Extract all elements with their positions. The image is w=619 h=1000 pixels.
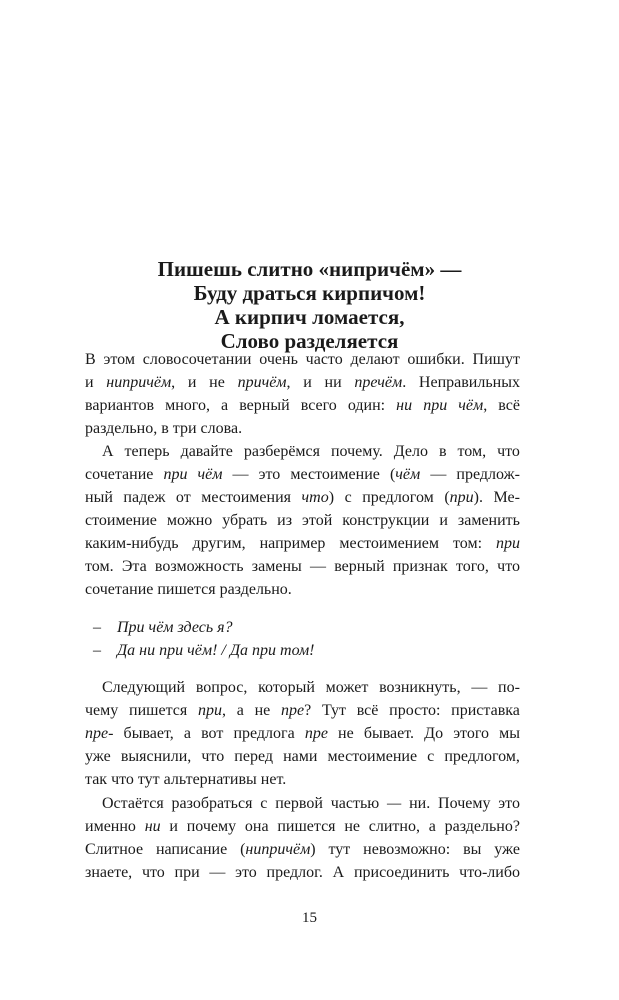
word: а [428, 818, 436, 835]
text-line [85, 861, 520, 884]
word: а [183, 725, 191, 742]
word: давайте [180, 443, 233, 460]
word: том. [85, 558, 114, 575]
word: — [471, 679, 488, 696]
word: раздельно. [219, 581, 292, 598]
word: До [424, 725, 444, 742]
word: Пишут [472, 351, 520, 368]
word: бывает. [363, 725, 415, 742]
word: невозможно: [363, 841, 451, 858]
word: при [174, 864, 200, 881]
word: и [85, 374, 94, 391]
word: пре? [281, 702, 312, 719]
text-line [85, 440, 520, 463]
word: — [209, 864, 226, 881]
word: что [141, 864, 165, 881]
word: и [439, 512, 448, 529]
word: написание [155, 841, 228, 858]
word: ный [85, 489, 113, 506]
word: уже [494, 841, 520, 858]
word: чём, [458, 397, 488, 414]
word: местоимением [339, 535, 440, 552]
paragraph [85, 792, 520, 884]
word: теперь [124, 443, 170, 460]
word: предлогом, [444, 748, 520, 765]
word: при [423, 397, 448, 414]
word: ни. [409, 795, 431, 812]
word: пишется [277, 818, 336, 835]
word: первой [275, 795, 323, 812]
word: при, [197, 702, 226, 719]
title-line: Пишешь слитно «нипричём» — [157, 257, 462, 281]
word: нами [283, 748, 318, 765]
word: ни [396, 397, 413, 414]
word: с [260, 795, 268, 812]
word: верный [334, 558, 385, 575]
text-line [85, 699, 520, 722]
word: уже [85, 748, 111, 765]
word: она [244, 818, 269, 835]
word: это [258, 466, 281, 483]
word: один: [347, 397, 386, 414]
word: (нипричём) [240, 841, 316, 858]
word: местоимение [327, 748, 418, 765]
word: часто [305, 351, 343, 368]
word: при [495, 535, 520, 552]
word: в [438, 443, 447, 460]
word: того, [455, 558, 489, 575]
word: что [497, 443, 520, 460]
word: том, [457, 443, 487, 460]
title-line: Слово разделяется [220, 329, 399, 353]
word: возникнуть, [379, 679, 461, 696]
word: почему [186, 818, 237, 835]
word: пре- [85, 725, 114, 742]
text-line [85, 463, 520, 486]
word: это [498, 795, 520, 812]
word: очень [259, 351, 298, 368]
word: Ме- [493, 489, 520, 506]
word: предлог. [266, 864, 323, 881]
word: этого [453, 725, 489, 742]
word: вот [201, 725, 224, 742]
word: с [427, 748, 435, 765]
word: Эта [121, 558, 147, 575]
word: убрать [222, 512, 268, 529]
word: замены [251, 558, 302, 575]
word: например [259, 535, 326, 552]
word: а [221, 397, 229, 414]
word: пишется [129, 702, 188, 719]
word: много, [165, 397, 210, 414]
word: — [387, 795, 402, 812]
word: (при). [444, 489, 483, 506]
text-line [85, 371, 520, 394]
word: раздельно, [85, 420, 158, 437]
paragraph [85, 676, 520, 791]
word: приставка [451, 702, 520, 719]
word: раздельно? [444, 818, 520, 835]
word: предлож- [456, 466, 520, 483]
text-line [85, 417, 520, 440]
word: пречём. [354, 374, 407, 391]
word: не [338, 725, 354, 742]
word: не [344, 818, 360, 835]
word: — [232, 466, 249, 483]
paragraph [85, 440, 520, 601]
word: конструкции [342, 512, 430, 529]
word: пре [304, 725, 328, 742]
word: так [85, 771, 108, 788]
word: причём, [237, 374, 291, 391]
text-line [85, 394, 520, 417]
word: — [309, 558, 326, 575]
poem-title [0, 257, 619, 353]
word: и [169, 818, 178, 835]
text-line [85, 578, 520, 601]
word: из [277, 512, 293, 529]
word: том: [452, 535, 483, 552]
word: это [235, 864, 257, 881]
text-line [85, 555, 520, 578]
word: В [85, 351, 96, 368]
word: что) [301, 489, 335, 506]
word: вариантов [85, 397, 155, 414]
word: что [497, 558, 520, 575]
word: ни [144, 818, 161, 835]
text-line [85, 532, 520, 555]
text-line [85, 792, 520, 815]
word: тут [137, 771, 160, 788]
word: три [172, 420, 197, 437]
word: по- [498, 679, 520, 696]
word: слова. [200, 420, 243, 437]
word: разберёмся [243, 443, 321, 460]
word: (чём [389, 466, 421, 483]
title-line: Буду драться кирпичом! [193, 281, 426, 305]
word: бывает, [123, 725, 174, 742]
word: предлогом [362, 489, 434, 506]
page-number: 15 [302, 910, 317, 926]
text-line [85, 768, 520, 791]
word: выяснили, [120, 748, 192, 765]
word: почему. [330, 443, 383, 460]
word: возможность [154, 558, 244, 575]
word: мы [499, 725, 520, 742]
word: разобраться [171, 795, 253, 812]
word: всё [356, 702, 379, 719]
word: заменить [457, 512, 520, 529]
text-line [85, 722, 520, 745]
word: Слитное [85, 841, 144, 858]
word: признак [392, 558, 448, 575]
word: предлога [233, 725, 295, 742]
word: местоимение [290, 466, 380, 483]
word: который [258, 679, 315, 696]
word: чему [85, 702, 119, 719]
word: сочетание [85, 466, 154, 483]
word: знаете, [85, 864, 133, 881]
text-line [85, 509, 520, 532]
text-line [85, 815, 520, 838]
word: что-либо [459, 864, 520, 881]
text-line [85, 745, 520, 768]
word: этом [103, 351, 135, 368]
word: всего [300, 397, 337, 414]
word: а [236, 702, 244, 719]
word: местоимения [201, 489, 291, 506]
word: не [209, 374, 225, 391]
word: при [163, 466, 188, 483]
word: А [102, 443, 114, 460]
word: альтернативы [163, 771, 257, 788]
word: пишется [157, 581, 216, 598]
word: Тут [321, 702, 346, 719]
word: ошибки. [407, 351, 465, 368]
word: Почему [438, 795, 491, 812]
dialogue-line: – Да ни при чём! / Да при том! [93, 642, 315, 659]
text-line [85, 486, 520, 509]
word: просто: [389, 702, 441, 719]
word: стоимение [85, 512, 157, 529]
word: сочетание [85, 581, 154, 598]
word: частью [330, 795, 380, 812]
word: слитно, [368, 818, 420, 835]
word: всё [498, 397, 520, 414]
word: именно [85, 818, 136, 835]
word: — [430, 466, 447, 483]
word: делают [350, 351, 400, 368]
word: другим, [192, 535, 246, 552]
text-line [85, 838, 520, 861]
text-line [85, 676, 520, 699]
word: и [303, 374, 312, 391]
word: падеж [123, 489, 166, 506]
word: Дело [393, 443, 428, 460]
word: не [254, 702, 271, 719]
word: нипричём, [106, 374, 176, 391]
word: что [111, 771, 134, 788]
word: ни [324, 374, 342, 391]
word: Следующий [102, 679, 186, 696]
word: с [344, 489, 352, 506]
word: чём [197, 466, 223, 483]
word: Неправильных [418, 374, 520, 391]
paragraph [85, 348, 520, 440]
word: вопрос, [195, 679, 248, 696]
word: от [175, 489, 191, 506]
word: этой [302, 512, 333, 529]
word: в [161, 420, 169, 437]
word: перед [234, 748, 273, 765]
word: А [332, 864, 345, 881]
word: словосочетании [142, 351, 252, 368]
dialogue-line: – При чём здесь я? [93, 619, 233, 636]
word: присоединить [353, 864, 450, 881]
word: каким-нибудь [85, 535, 179, 552]
word: тут [328, 841, 351, 858]
word: вы [463, 841, 482, 858]
title-line: А кирпич ломается, [214, 305, 405, 329]
word: верный [239, 397, 290, 414]
word: нет. [260, 771, 287, 788]
word: можно [166, 512, 213, 529]
word: и [187, 374, 197, 391]
word: может [325, 679, 369, 696]
word: что [201, 748, 225, 765]
word: Остаётся [102, 795, 164, 812]
text-line [85, 348, 520, 371]
